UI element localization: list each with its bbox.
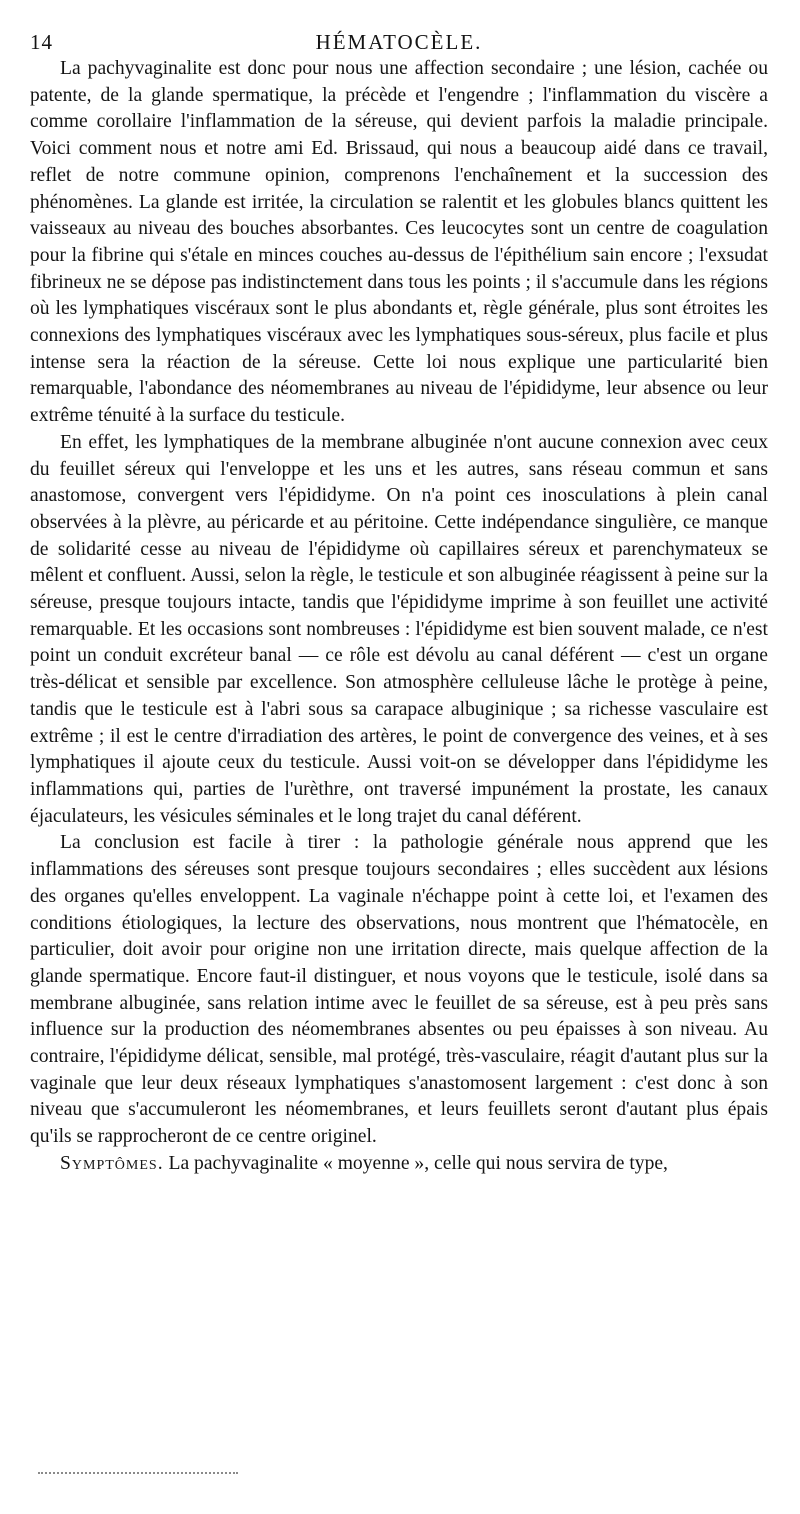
running-title: HÉMATOCÈLE. [315,30,483,54]
paragraph-pachyvaginalite: La pachyvaginalite est donc pour nous une affection secondaire ; une lésion, cachée ou patente, de la glande spermatique, la précède et l'engendre ; l'inflammation du viscère a comme corollaire l'inflammation de la séreuse, qui devient parfois la maladie principale. Voici comment nous et notre ami Ed. Brissaud, qui nous a beaucoup aidé dans ce travail, reflet de notre commune opinion, comprenons l'enchaînement et la succession des phénomènes. La glande est irritée, la circulation se ralentit et les globules blancs quittent les vaisseaux au niveau des bouches absorbantes. Ces leucocytes sont un centre de coagulation pour la fibrine qui s'étale en minces couches au-dessus de l'épithélium sain encore ; l'exsudat fibrineux ne se dépose pas indistinctement dans tous les points ; il s'accumule dans les régions où les lymphatiques viscéraux sont le plus abondants et, règle générale, plus sont étroites les connexions des lymphatiques viscéraux avec les lymphatiques sous-séreux, plus facile et plus intense sera la réaction de la séreuse. Cette loi nous explique une particularité bien remarquable, l'abondance des néomembranes au niveau de l'épididyme, leur absence ou leur extrême ténuité à la surface du testicule. [30,58,768,427]
paragraph-symptomes-text: La pachyvaginalite « moyenne », celle qui nous servira de type, [163,1152,668,1174]
book-page [30,22,768,1178]
paragraph-lymphatiques: En effet, les lymphatiques de la membrane albuginée n'ont aucune connexion avec ceux du feuillet séreux qui l'enveloppe et les uns et les autres, sans réseau commun et sans anastomose, convergent vers l'épididyme. On n'a point ces inosculations à plein canal observées à la plèvre, au péricarde et au péritoine. Cette indépendance singulière, ce manque de solidarité cesse au niveau de l'épididyme où capillaires séreux et parenchymateux se mêlent et confluent. Aussi, selon la règle, le testicule et son albuginée réagissent à peine sur la séreuse, presque toujours intacte, tandis que l'épididyme imprime à son feuillet une activité remarquable. Et les occasions sont nombreuses : l'épididyme est bien souvent malade, ce n'est point un conduit excréteur banal — ce rôle est dévolu au canal déférent — c'est un organe très-délicat et sensible par excellence. Son atmosphère celluleuse lâche le protège à peine, tandis que le testicule est à l'abri sous sa carapace albuginique ; sa richesse vasculaire est extrême ; il est le centre d'irradiation des artères, le point de convergence des veines, et à ses lymphatiques il ajoute ceux du testicule. Aussi voit-on se développer dans l'épididyme les inflammations qui, parties de l'urèthre, ont traversé impunément la prostate, les canaux éjaculateurs, les vésicules séminales et le long trajet du canal déférent. [30,431,768,827]
running-head [30,22,768,56]
paragraph-symptomes [30,1151,768,1178]
body-text [30,56,768,1178]
footer-rule [38,1472,238,1474]
page-number: 14 [30,30,53,54]
paragraph-conclusion: La conclusion est facile à tirer : la pathologie générale nous apprend que les inflammations des séreuses sont presque toujours secondaires ; elles succèdent aux lésions des organes qu'elles enveloppent. La vaginale n'échappe point à cette loi, et l'examen des conditions étiologiques, la lecture des observations, nous montrent que l'hématocèle, en particulier, doit avoir pour origine non une irritation directe, mais quelque affection de la glande spermatique. Encore faut-il distinguer, et nous voyons que le testicule, isolé dans sa membrane albuginée, sans relation intime avec le feuillet de sa séreuse, est à peu près sans influence sur la production des néomembranes absentes ou peu épaisses à son niveau. Au contraire, l'épididyme délicat, sensible, mal protégé, très-vasculaire, réagit d'autant plus sur la vaginale que leur deux réseaux lymphatiques s'anastomosent largement : c'est donc à son niveau que s'accumuleront les néomembranes, et leurs feuillets seront d'autant plus épais qu'ils se rapprocheront de ce centre originel. [30,832,768,1148]
section-label-symptomes: Symptômes. [60,1152,164,1174]
